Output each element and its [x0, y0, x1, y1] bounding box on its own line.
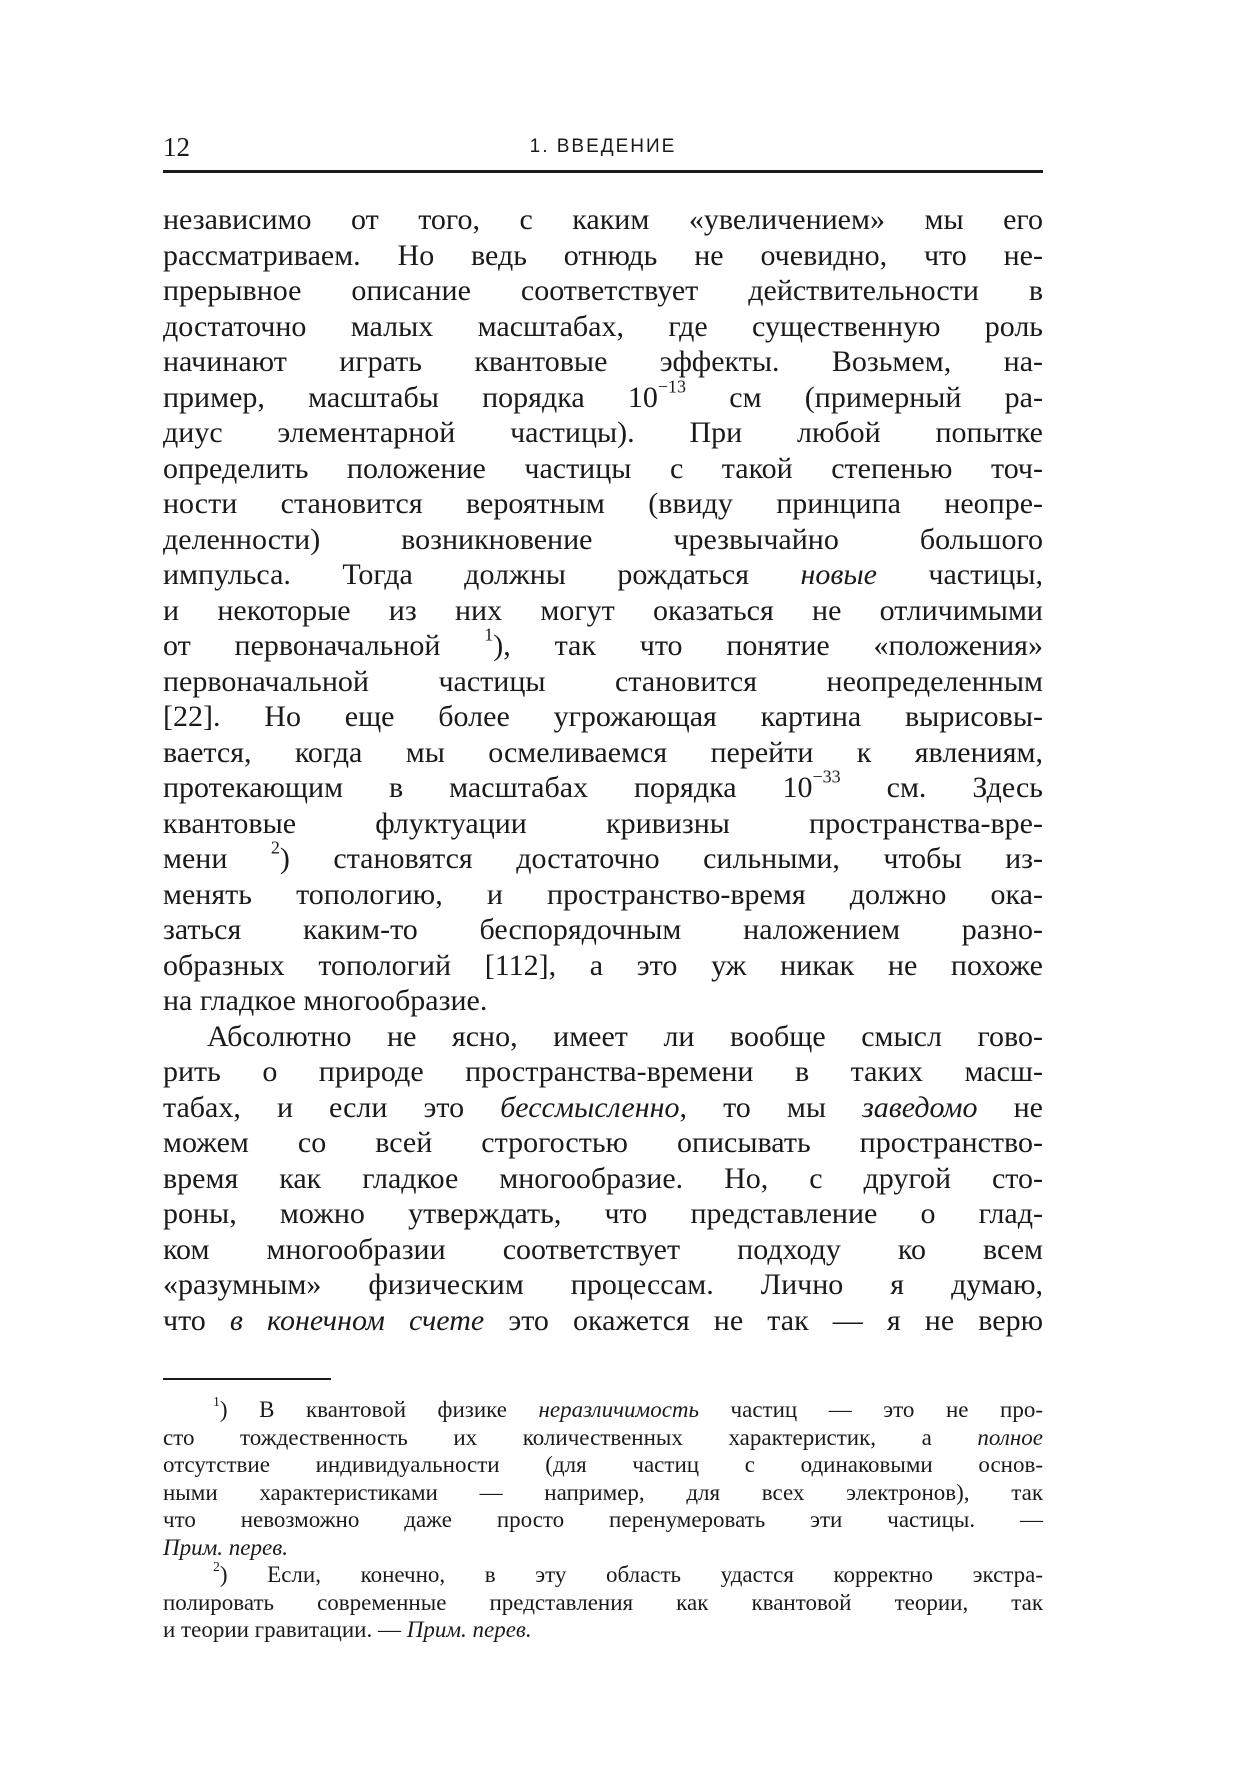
footnote-line: сто тождественность их количественных характеристик, а полное: [163, 1424, 1043, 1450]
text-line: определить положение частицы с такой степенью точ-: [163, 451, 1043, 485]
footnote-line: и теории гравитации. — Прим. перев.: [163, 1617, 532, 1642]
exponent: −33: [812, 766, 841, 787]
footnote-line: что невозможно даже просто перенумеровать эти частицы. —: [163, 1507, 1043, 1532]
footnotes: [163, 1393, 1043, 1644]
footnote-ref: 2: [270, 837, 280, 858]
footnote-divider: [163, 1378, 331, 1380]
page-header: [163, 130, 1043, 173]
text-line: табах, и если это бессмысленно, то мы заведомо не: [163, 1090, 1043, 1124]
text-line: импульса. Тогда должны рождаться новые частицы,: [163, 558, 1043, 591]
text-line: пример, масштабы порядка $10^{-13}$ см (примерный ра-: [163, 376, 1043, 414]
text-line: прерывное описание соответствует действительности в: [163, 274, 1043, 307]
footnote-line: ными характеристиками — например, для всех электронов), так: [163, 1479, 1043, 1505]
text-line: время как гладкое многообразие. Но, с другой сто-: [163, 1161, 1043, 1195]
running-head: 1. ВВЕДЕНИЕ: [529, 136, 677, 157]
footnote-mark: 1: [213, 1393, 220, 1409]
text-line: первоначальной частицы становится неопределенным: [163, 664, 1043, 698]
text-line: Абсолютно не ясно, имеет ли вообще смысл гово-: [207, 1019, 1043, 1053]
italic-emphasis: бессмысленно: [500, 1090, 680, 1124]
italic-emphasis: в конечном счете: [229, 1303, 485, 1337]
footnote-line: полировать современные представления как квантовой теории, так: [163, 1589, 1043, 1615]
text-line: что в конечном счете это окажется не так — я не верю: [163, 1303, 1044, 1337]
text-line: мени $^2$) становятся достаточно сильными, чтобы из-: [163, 837, 1043, 875]
footnote-line: [163, 1534, 1043, 1562]
text-line: и некоторые из них могут оказаться не отличимыми: [163, 593, 1043, 627]
main-text: [163, 202, 1043, 1338]
text-line: образных топологий [112], а это уж никак не похоже: [163, 948, 1043, 982]
page-number: 12: [163, 132, 190, 162]
text-line: «разумным» физическим процессам. Лично я думаю,: [163, 1268, 1043, 1301]
text-line: начинают играть квантовые эффекты. Возьмем, на-: [163, 345, 1043, 378]
italic-emphasis: Прим. перев.: [163, 1534, 288, 1560]
footnote-line: $^2$) Если, конечно, в эту область удастся корректно экстра-: [213, 1558, 1043, 1587]
text-line: менять топологию, и пространство-время должно ока-: [163, 877, 1043, 911]
text-line: ности становится вероятным (ввиду принципа неопре-: [163, 487, 1043, 520]
exponent: −13: [657, 376, 687, 397]
footnote-line: отсутствие индивидуальности (для частиц с одинаковыми основ-: [163, 1452, 1043, 1477]
text-line: достаточно малых масштабах, где существенную роль: [163, 309, 1043, 343]
text-line: независимо от того, с каким «увеличением» мы его: [163, 203, 1043, 236]
footnote-ref: 1: [484, 624, 494, 645]
italic-emphasis: новые: [800, 558, 877, 591]
italic-emphasis: заведомо: [862, 1090, 978, 1124]
text-line: от первоначальной $^1$), так что понятие «положения»: [163, 624, 1043, 662]
text-line: роны, можно утверждать, что представление о глад-: [163, 1197, 1043, 1230]
italic-emphasis: полное: [977, 1424, 1043, 1450]
italic-emphasis: неразличимость: [538, 1397, 699, 1422]
text-line: деленности) возникновение чрезвычайно большого: [163, 522, 1043, 556]
text-line: рассматриваем. Но ведь отнюдь не очевидно, что не-: [163, 238, 1043, 272]
text-line: квантовые флуктуации кривизны пространства-вре-: [163, 806, 1043, 840]
footnote-mark: 2: [213, 1558, 220, 1574]
text-line: диус элементарной частицы). При любой попытке: [163, 416, 1043, 449]
text-line: на гладкое многообразие.: [163, 984, 488, 1017]
text-line: заться каким-то беспорядочным наложением разно-: [163, 913, 1043, 946]
footnote-line: $^1$) В квантовой физике неразличимость частиц — это не про-: [213, 1393, 1043, 1422]
text-line: вается, когда мы осмеливаемся перейти к явлениям,: [163, 735, 1043, 769]
text-line: можем со всей строгостью описывать пространство-: [163, 1126, 1043, 1159]
text-line: протекающим в масштабах порядка $10^{-33}$ см. Здесь: [163, 766, 1043, 804]
text-line: ком многообразии соответствует подходу ко всем: [163, 1232, 1043, 1266]
italic-emphasis: Прим. перев.: [406, 1617, 532, 1642]
text-line: рить о природе пространства-времени в таких масш-: [163, 1055, 1043, 1088]
text-line: [22]. Но еще более угрожающая картина вырисовы-: [163, 700, 1043, 733]
